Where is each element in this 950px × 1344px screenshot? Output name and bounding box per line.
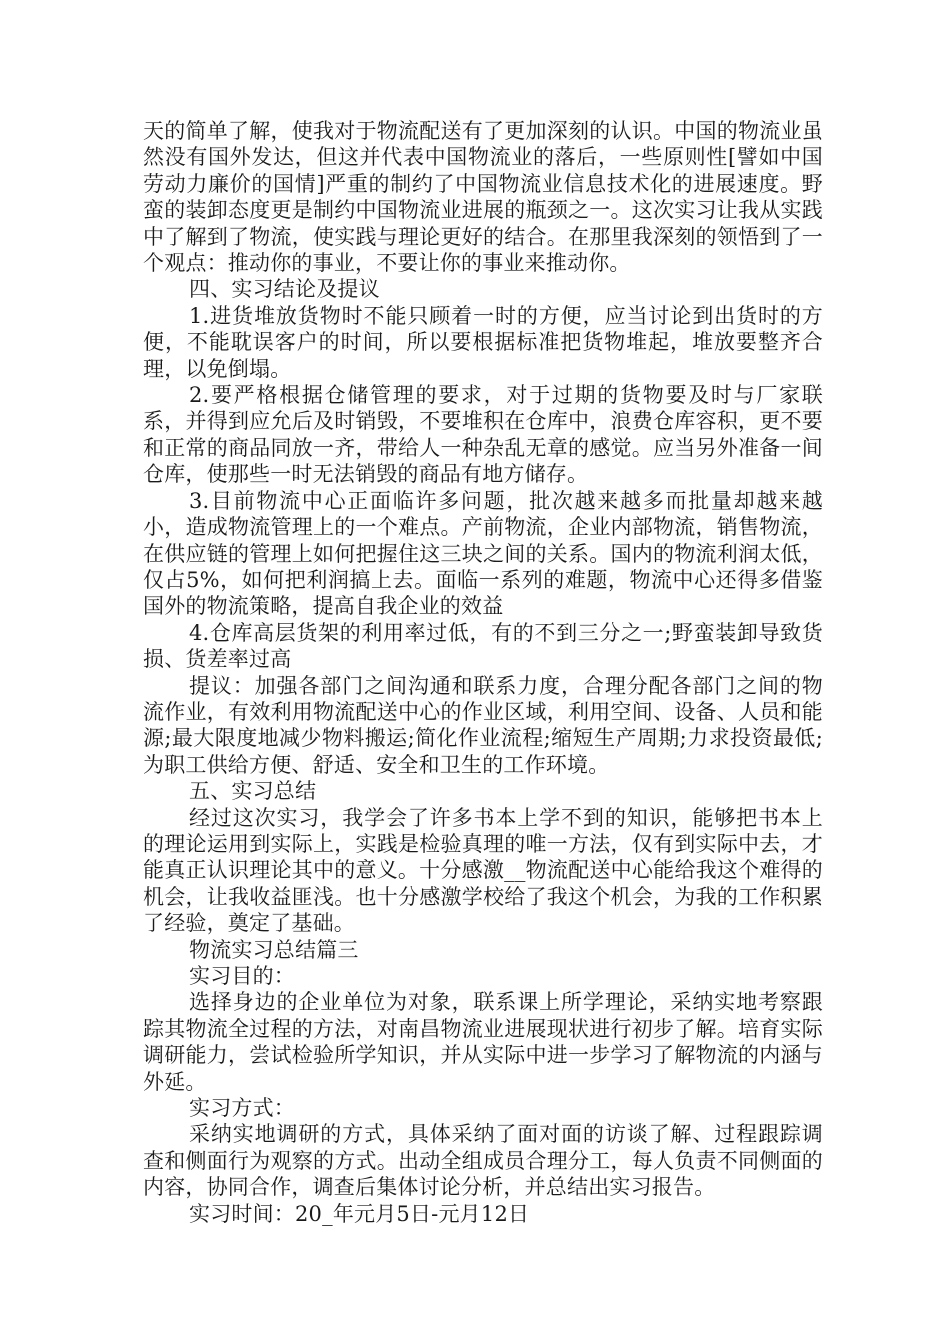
paragraph-continuation: 天的简单了解，使我对于物流配送有了更加深刻的认识。中国的物流业虽然没有国外发达，但这并代表中国物流业的落后，一些原则性[譬如中国劳动力廉价的国情]严重的制约了中国物流业信息技术化的进展速度。野蛮的装卸态度更是制约中国物流业进展的瓶颈之一。这次实习让我从实践中了解到了物流，使实践与理论更好的结合。在那里我深刻的领悟到了一个观点：推动你的事业，不要让你的事业来推动你。 xyxy=(143,119,823,276)
section-heading-conclusions: 四、实习结论及提议 xyxy=(189,277,380,302)
section-heading-part-three: 物流实习总结篇三 xyxy=(189,937,359,962)
paragraph-method: 采纳实地调研的方式，具体采纳了面对面的访谈了解、过程跟踪调查和侧面行为观察的方式。出动全组成员合理分工，每人负责不同侧面的内容，协同合作，调查后集体讨论分析，并总结出实习报告。 xyxy=(143,1122,823,1200)
paragraph-purpose: 选择身边的企业单位为对象，联系课上所学理论，采纳实地考察跟踪其物流全过程的方法，对南昌物流业进展现状进行初步了解。培育实际调研能力，尝试检验所学知识，并从实际中进一步学习了解物流的内涵与外延。 xyxy=(143,990,823,1094)
paragraph-time: 实习时间：20_年元月5日-元月12日 xyxy=(189,1201,530,1226)
subheading-method: 实习方式： xyxy=(189,1096,295,1121)
subheading-purpose: 实习目的： xyxy=(189,964,295,988)
paragraph-item-1: 1.进货堆放货物时不能只顾着一时的方便，应当讨论到出货时的方便，不能耽误客户的时间，所以要根据标准把货物堆起，堆放要整齐合理，以免倒塌。 xyxy=(143,303,823,381)
paragraph-item-4: 4.仓库高层货架的利用率过低，有的不到三分之一;野蛮装卸导致货损、货差率过高 xyxy=(143,620,823,672)
paragraph-suggestion: 提议：加强各部门之间沟通和联系力度，合理分配各部门之间的物流作业，有效利用物流配送中心的作业区域，利用空间、设备、人员和能源;最大限度地减少物料搬运;简化作业流程;缩短生产周期;力求投资最低;为职工供给方便、舒适、安全和卫生的工作环境。 xyxy=(143,673,823,777)
paragraph-summary: 经过这次实习，我学会了许多书本上学不到的知识，能够把书本上的理论运用到实际上，实践是检验真理的唯一方法，仅有到实际中去，才能真正认识理论其中的意义。十分感激__物流配送中心能给我这个难得的机会，让我收益匪浅。也十分感激学校给了我这个机会，为我的工作积累了经验，奠定了基础。 xyxy=(143,805,823,936)
paragraph-item-2: 2.要严格根据仓储管理的要求，对于过期的货物要及时与厂家联系，并得到应允后及时销毁，不要堆积在仓库中，浪费仓库容积，更不要和正常的商品同放一齐，带给人一种杂乱无章的感觉。应当另外准备一间仓库，使那些一时无法销毁的商品有地方储存。 xyxy=(143,383,823,487)
document-body xyxy=(143,118,823,1227)
paragraph-item-3: 3.目前物流中心正面临许多问题，批次越来越多而批量却越来越小，造成物流管理上的一个难点。产前物流，企业内部物流，销售物流，在供应链的管理上如何把握住这三块之间的关系。国内的物流利润太低，仅占5%，如何把利润搞上去。面临一系列的难题，物流中心还得多借鉴国外的物流策略，提高自我企业的效益 xyxy=(143,488,823,619)
section-heading-summary: 五、实习总结 xyxy=(189,779,317,804)
